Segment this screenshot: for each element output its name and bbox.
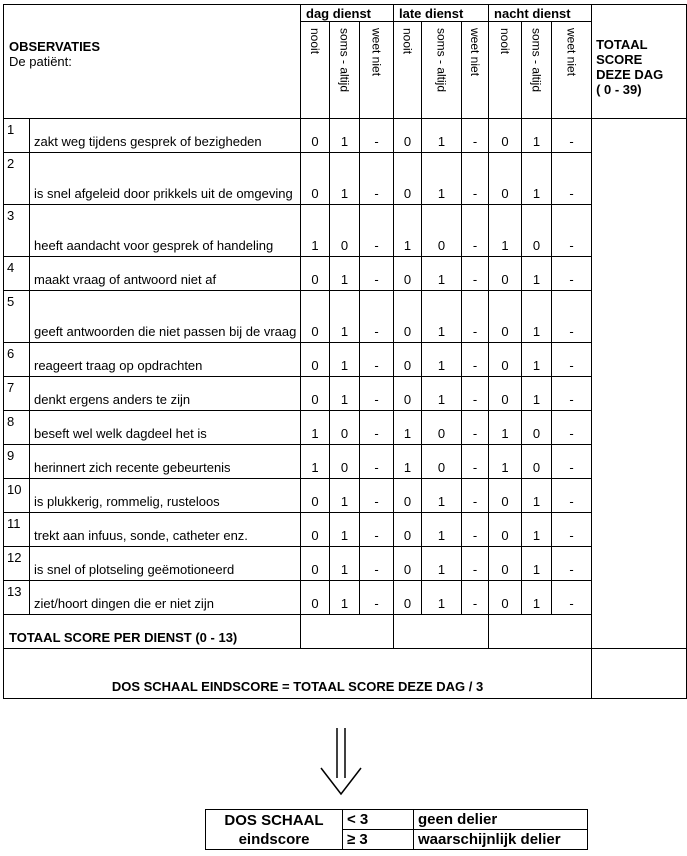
night-option-unknown: weet niet [552, 22, 592, 119]
score-cell[interactable]: - [360, 445, 394, 479]
observation-number: 3 [4, 205, 30, 257]
late-option-unknown: weet niet [462, 22, 489, 119]
score-cell[interactable]: - [462, 581, 489, 615]
score-cell[interactable]: 0 [489, 581, 522, 615]
score-cell[interactable]: - [552, 547, 592, 581]
down-arrow-icon [318, 728, 364, 796]
score-cell[interactable]: - [360, 257, 394, 291]
score-cell[interactable]: 0 [301, 513, 330, 547]
observation-number: 1 [4, 119, 30, 153]
observation-statement: denkt ergens anders te zijn [30, 377, 301, 411]
observation-statement: is plukkerig, rommelig, rusteloos [30, 479, 301, 513]
score-cell[interactable]: 1 [330, 479, 360, 513]
observation-statement: ziet/hoort dingen die er niet zijn [30, 581, 301, 615]
score-cell[interactable]: 1 [301, 411, 330, 445]
score-cell[interactable]: - [552, 479, 592, 513]
score-cell[interactable]: 1 [394, 205, 422, 257]
day-option-sometimes-always: soms - altijd [330, 22, 360, 119]
score-cell[interactable]: 1 [422, 291, 462, 343]
dos-score-legend [205, 809, 588, 850]
score-cell[interactable]: - [360, 343, 394, 377]
shift-total-late-cell[interactable] [394, 615, 489, 649]
score-cell[interactable]: 1 [330, 377, 360, 411]
score-cell[interactable]: - [552, 445, 592, 479]
score-cell[interactable]: 0 [394, 291, 422, 343]
score-cell[interactable]: 1 [422, 581, 462, 615]
legend-title-line1: DOS SCHAAL [224, 811, 324, 829]
score-cell[interactable]: - [552, 291, 592, 343]
observation-row [4, 445, 687, 479]
score-cell[interactable]: 0 [330, 445, 360, 479]
observation-statement: maakt vraag of antwoord niet af [30, 257, 301, 291]
score-cell[interactable]: 1 [330, 153, 360, 205]
score-cell[interactable]: 1 [330, 581, 360, 615]
night-option-sometimes-always: soms - altijd [522, 22, 552, 119]
score-cell[interactable]: - [462, 377, 489, 411]
score-cell[interactable]: 1 [422, 479, 462, 513]
shift-night-header: nacht dienst [489, 5, 592, 22]
observation-row [4, 119, 687, 153]
score-cell[interactable]: 0 [301, 257, 330, 291]
legend-title [206, 810, 343, 850]
score-cell[interactable]: - [462, 513, 489, 547]
score-cell[interactable]: - [552, 411, 592, 445]
score-cell[interactable]: 0 [489, 377, 522, 411]
observation-number: 5 [4, 291, 30, 343]
score-cell[interactable]: 1 [330, 119, 360, 153]
shift-day-header: dag dienst [301, 5, 394, 22]
score-cell[interactable]: 0 [330, 411, 360, 445]
score-cell[interactable]: 1 [422, 119, 462, 153]
legend-operator: < 3 [343, 810, 414, 830]
day-option-unknown: weet niet [360, 22, 394, 119]
observation-number: 11 [4, 513, 30, 547]
observation-row [4, 291, 687, 343]
shift-total-label: TOTAAL SCORE PER DIENST (0 - 13) [4, 615, 301, 649]
shift-header-row [4, 5, 687, 22]
score-cell[interactable]: 0 [489, 479, 522, 513]
legend-result: geen delier [414, 810, 588, 830]
shift-total-row [4, 615, 687, 649]
legend-title-line2: eindscore [238, 830, 310, 848]
score-cell[interactable]: 1 [522, 547, 552, 581]
score-cell[interactable]: 0 [394, 479, 422, 513]
score-cell[interactable]: 0 [330, 205, 360, 257]
observation-row [4, 411, 687, 445]
score-cell[interactable]: 0 [422, 445, 462, 479]
score-cell[interactable]: 0 [394, 581, 422, 615]
final-score-cell[interactable] [592, 649, 687, 699]
score-cell[interactable]: - [360, 581, 394, 615]
score-cell[interactable]: - [552, 119, 592, 153]
observation-row [4, 153, 687, 205]
score-cell[interactable]: - [462, 479, 489, 513]
shift-total-day-cell[interactable] [301, 615, 394, 649]
observation-number: 4 [4, 257, 30, 291]
score-cell[interactable]: 0 [394, 377, 422, 411]
score-cell[interactable]: - [462, 205, 489, 257]
score-cell[interactable]: 0 [489, 547, 522, 581]
observation-statement: beseft wel welk dagdeel het is [30, 411, 301, 445]
score-cell[interactable]: 0 [301, 547, 330, 581]
score-cell[interactable]: - [462, 153, 489, 205]
score-cell[interactable]: 0 [394, 119, 422, 153]
score-cell[interactable]: 0 [522, 445, 552, 479]
shift-total-night-cell[interactable] [489, 615, 592, 649]
score-cell[interactable]: 0 [489, 343, 522, 377]
day-option-never: nooit [301, 22, 330, 119]
score-cell[interactable]: 0 [522, 411, 552, 445]
score-cell[interactable]: 0 [489, 119, 522, 153]
observation-row [4, 513, 687, 547]
score-cell[interactable]: 1 [522, 479, 552, 513]
score-cell[interactable]: 0 [422, 205, 462, 257]
observation-statement: geeft antwoorden die niet passen bij de vraag [30, 291, 301, 343]
total-day-header [592, 5, 687, 119]
score-cell[interactable]: 1 [522, 581, 552, 615]
total-day-line1: TOTAAL [596, 37, 648, 52]
score-cell[interactable]: 1 [422, 257, 462, 291]
score-cell[interactable]: - [462, 411, 489, 445]
score-cell[interactable]: 0 [301, 119, 330, 153]
observation-statement: is snel afgeleid door prikkels uit de omgeving [30, 153, 301, 205]
score-cell[interactable]: - [462, 445, 489, 479]
observation-statement: is snel of plotseling geëmotioneerd [30, 547, 301, 581]
score-cell[interactable]: - [360, 479, 394, 513]
score-cell[interactable]: - [552, 205, 592, 257]
score-cell[interactable]: 0 [301, 479, 330, 513]
score-cell[interactable]: - [552, 377, 592, 411]
score-cell[interactable]: 1 [422, 377, 462, 411]
final-score-row [4, 649, 687, 699]
score-cell[interactable]: 0 [489, 153, 522, 205]
final-score-label: DOS SCHAAL EINDSCORE = TOTAAL SCORE DEZE DAG / 3 [4, 649, 592, 699]
score-cell[interactable]: 1 [330, 343, 360, 377]
score-cell[interactable]: 1 [422, 547, 462, 581]
score-cell[interactable]: 1 [422, 153, 462, 205]
night-option-never: nooit [489, 22, 522, 119]
score-cell[interactable]: 1 [489, 445, 522, 479]
score-cell[interactable]: - [360, 513, 394, 547]
score-cell[interactable]: 0 [301, 377, 330, 411]
score-cell[interactable]: 1 [522, 291, 552, 343]
score-cell[interactable]: 0 [394, 547, 422, 581]
total-day-range: ( 0 - 39) [596, 82, 642, 97]
score-cell[interactable]: 0 [394, 257, 422, 291]
score-cell[interactable]: - [360, 119, 394, 153]
score-cell[interactable]: 0 [301, 291, 330, 343]
score-cell[interactable]: 1 [489, 205, 522, 257]
total-day-line3: DEZE DAG [596, 67, 664, 82]
score-cell[interactable]: - [360, 411, 394, 445]
observation-row [4, 377, 687, 411]
observation-number: 8 [4, 411, 30, 445]
score-cell[interactable]: 0 [301, 343, 330, 377]
score-cell[interactable]: 1 [330, 291, 360, 343]
score-cell[interactable]: 1 [301, 445, 330, 479]
score-cell[interactable]: 1 [330, 513, 360, 547]
late-option-never: nooit [394, 22, 422, 119]
score-cell[interactable]: 1 [522, 257, 552, 291]
observations-title: OBSERVATIES [9, 39, 101, 54]
score-cell[interactable]: 0 [422, 411, 462, 445]
score-cell[interactable]: 0 [301, 581, 330, 615]
observations-header [4, 5, 301, 119]
observation-row [4, 257, 687, 291]
total-day-score-cell[interactable] [592, 119, 687, 649]
observation-row [4, 581, 687, 615]
shift-late-header: late dienst [394, 5, 489, 22]
score-cell[interactable]: 1 [522, 343, 552, 377]
score-cell[interactable]: 0 [522, 205, 552, 257]
score-cell[interactable]: 1 [522, 377, 552, 411]
observation-statement: heeft aandacht voor gesprek of handeling [30, 205, 301, 257]
score-cell[interactable]: 1 [330, 257, 360, 291]
score-cell[interactable]: 0 [394, 513, 422, 547]
observation-statement: trekt aan infuus, sonde, catheter enz. [30, 513, 301, 547]
observation-number: 12 [4, 547, 30, 581]
observation-number: 2 [4, 153, 30, 205]
total-day-line2: SCORE [596, 52, 643, 67]
observations-subtitle: De patiënt: [9, 54, 72, 69]
score-cell[interactable]: - [552, 513, 592, 547]
score-cell[interactable]: 0 [489, 257, 522, 291]
score-cell[interactable]: - [462, 291, 489, 343]
score-cell[interactable]: 1 [330, 547, 360, 581]
score-cell[interactable]: 0 [489, 291, 522, 343]
observation-number: 13 [4, 581, 30, 615]
observation-number: 6 [4, 343, 30, 377]
legend-operator: ≥ 3 [343, 830, 414, 850]
score-cell[interactable]: 0 [394, 153, 422, 205]
score-cell[interactable]: 1 [394, 445, 422, 479]
score-cell[interactable]: - [552, 257, 592, 291]
score-cell[interactable]: 1 [522, 513, 552, 547]
score-cell[interactable]: 1 [394, 411, 422, 445]
score-cell[interactable]: 1 [522, 119, 552, 153]
observation-row [4, 343, 687, 377]
observation-number: 9 [4, 445, 30, 479]
score-cell[interactable]: - [360, 291, 394, 343]
observation-row [4, 479, 687, 513]
observation-statement: zakt weg tijdens gesprek of bezigheden [30, 119, 301, 153]
score-cell[interactable]: - [462, 119, 489, 153]
score-cell[interactable]: 1 [301, 205, 330, 257]
observation-statement: herinnert zich recente gebeurtenis [30, 445, 301, 479]
score-cell[interactable]: - [462, 257, 489, 291]
score-cell[interactable]: 0 [489, 513, 522, 547]
legend-row [206, 810, 588, 830]
score-cell[interactable]: 1 [489, 411, 522, 445]
score-cell[interactable]: 1 [422, 343, 462, 377]
score-cell[interactable]: - [360, 547, 394, 581]
score-cell[interactable]: - [552, 153, 592, 205]
score-cell[interactable]: 0 [301, 153, 330, 205]
observation-number: 10 [4, 479, 30, 513]
legend-result: waarschijnlijk delier [414, 830, 588, 850]
score-cell[interactable]: - [360, 377, 394, 411]
dos-scale-table [3, 4, 687, 699]
score-cell[interactable]: - [552, 343, 592, 377]
score-cell[interactable]: - [360, 153, 394, 205]
late-option-sometimes-always: soms - altijd [422, 22, 462, 119]
observation-statement: reageert traag op opdrachten [30, 343, 301, 377]
score-cell[interactable]: 1 [422, 513, 462, 547]
score-cell[interactable]: - [462, 547, 489, 581]
observation-row [4, 547, 687, 581]
score-cell[interactable]: - [462, 343, 489, 377]
score-cell[interactable]: - [360, 205, 394, 257]
observation-number: 7 [4, 377, 30, 411]
observation-row [4, 205, 687, 257]
score-cell[interactable]: 0 [394, 343, 422, 377]
score-cell[interactable]: 1 [522, 153, 552, 205]
score-cell[interactable]: - [552, 581, 592, 615]
